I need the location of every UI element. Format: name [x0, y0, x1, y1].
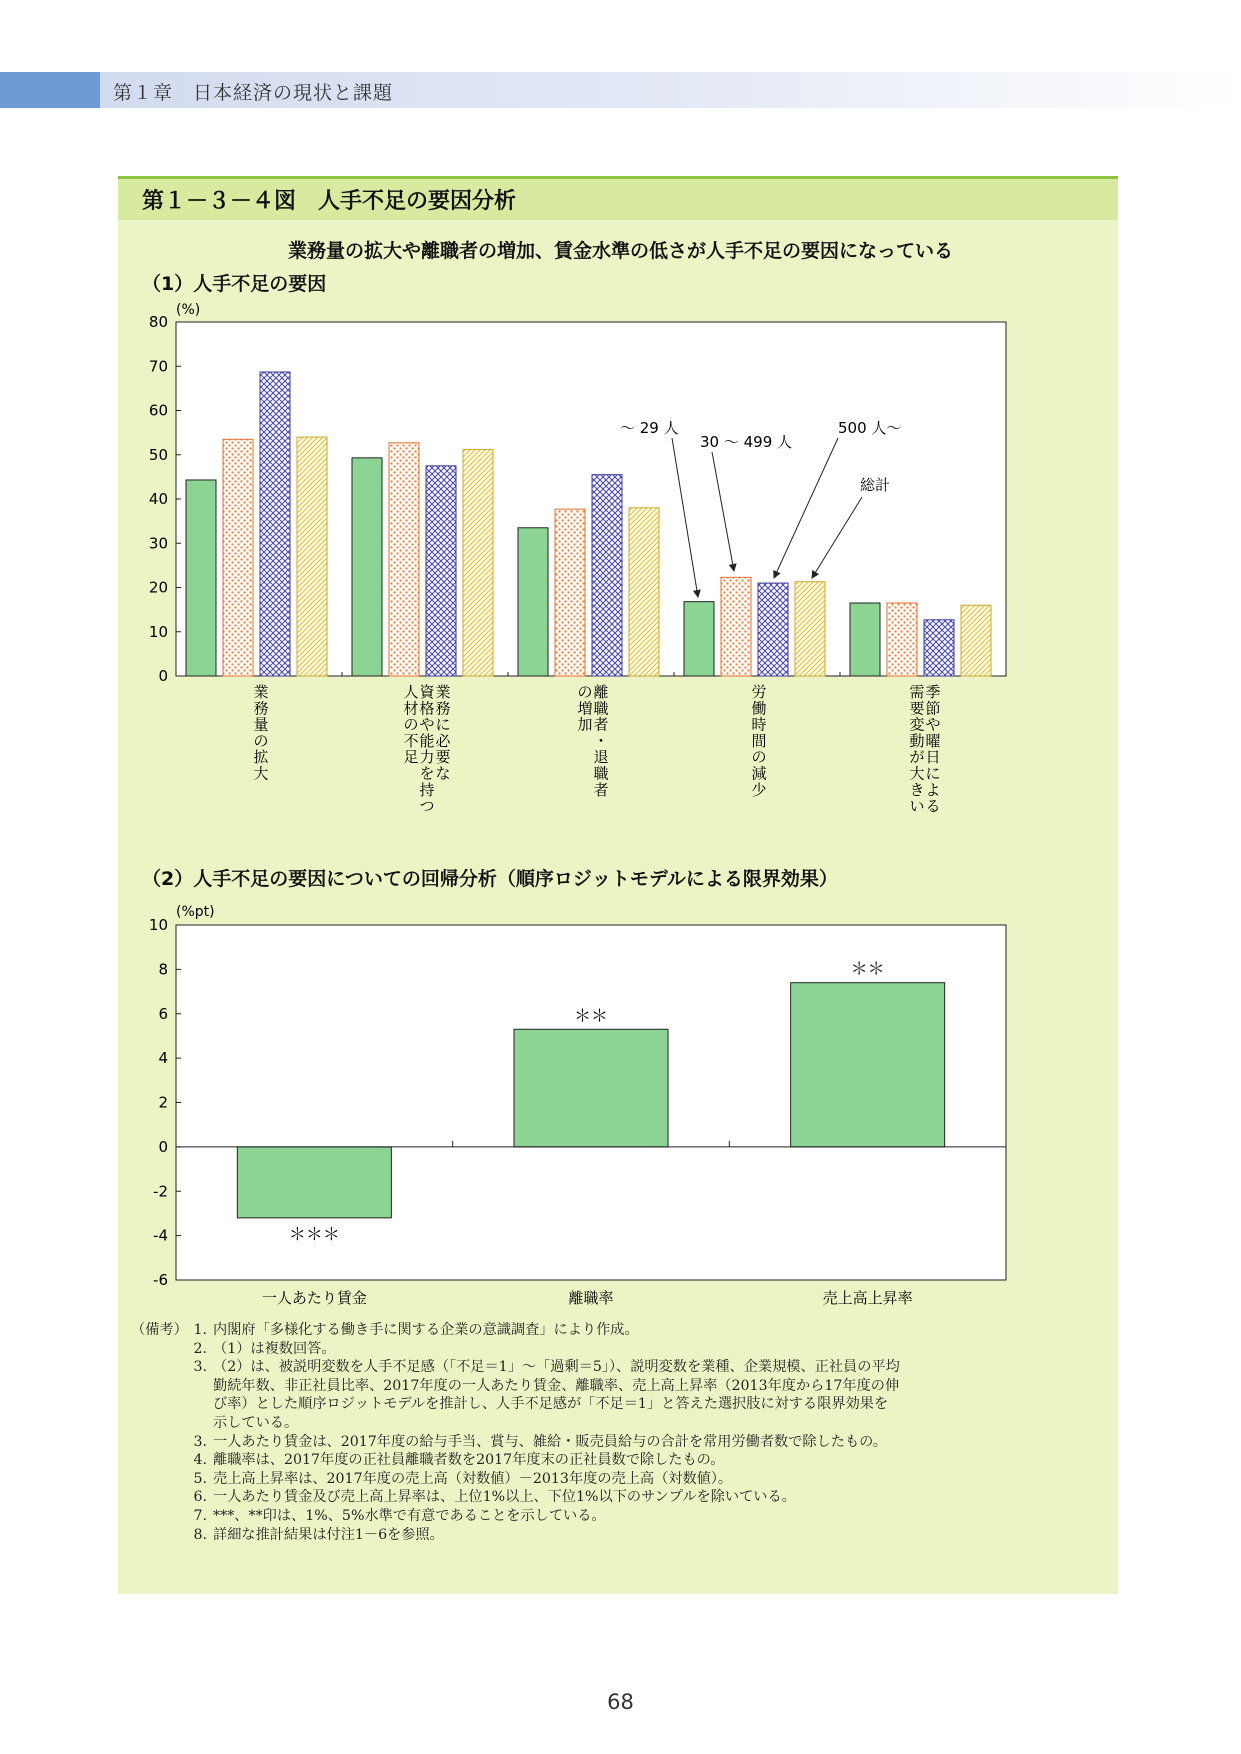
chart1-category-label-char: 材: [403, 699, 419, 718]
chart1-category-label-char: 足: [403, 748, 419, 767]
chart1-category-label-char: い: [909, 797, 925, 816]
note-line: [131, 1414, 1096, 1433]
annotation-500: 500 人～: [838, 419, 902, 437]
chart1-y-tick-label: 70: [148, 357, 168, 376]
note-line: [131, 1470, 1096, 1489]
chart1-category-label-char: 務: [435, 699, 451, 718]
chart1-bar: [629, 508, 659, 676]
note-line: [131, 1488, 1096, 1507]
note-number: 5.: [193, 1470, 207, 1487]
chart2-category-label: 一人あたり賃金: [261, 1289, 367, 1307]
chart1-bar: [426, 466, 456, 676]
page-number: 68: [607, 1690, 634, 1714]
chart1-bar: [758, 583, 788, 676]
chart2-significance-mark: ＊＊＊: [288, 1224, 340, 1245]
chart1-category-label-char: に: [435, 715, 451, 734]
chart1-category-label-char: の: [577, 683, 593, 701]
chart1-bar: [887, 603, 917, 676]
chart2-y-tick-label: 10: [148, 916, 168, 934]
note-prefix: [131, 1414, 187, 1433]
note-line: [131, 1526, 1096, 1545]
chart1-category-label-char: 格: [419, 699, 435, 718]
chart1-section-title: （1）人手不足の要因: [142, 273, 327, 295]
chart1-category-label-char: 時: [751, 715, 767, 734]
note-line: [131, 1433, 1096, 1452]
note-prefix: [131, 1358, 187, 1377]
note-line: [131, 1377, 1096, 1396]
chart1-category-label-char: 減: [751, 764, 767, 783]
note-line: [131, 1395, 1096, 1414]
chart2-bar: [514, 1029, 668, 1147]
chart1-category-label-char: な: [435, 764, 451, 783]
chart1-category-label-char: 力: [419, 748, 435, 767]
chart1-bar: [297, 437, 327, 676]
chart2-y-tick-label: -2: [153, 1182, 168, 1201]
chart1-category-label-char: 拡: [253, 748, 269, 767]
chart2-section-title: （2）人手不足の要因についての回帰分析（順序ロジットモデルによる限界効果）: [142, 868, 838, 890]
chart1-category-label-char: る: [925, 797, 941, 816]
note-line: [131, 1321, 1096, 1340]
note-text: ***、**印は、1%、5%水準で有意であることを示している。: [213, 1507, 606, 1524]
chart1-category-label-char: 大: [909, 764, 925, 783]
chart1-y-tick-label: 50: [148, 445, 168, 464]
chart2-svg: [0, 880, 1241, 1310]
note-prefix: [131, 1488, 187, 1507]
note-text: 売上高上昇率は、2017年度の売上高（対数値）－2013年度の売上高（対数値）。: [213, 1470, 733, 1487]
note-prefix: [131, 1451, 187, 1470]
note-number: 3.: [193, 1433, 207, 1450]
chart1-bar: [850, 603, 880, 676]
note-text: 示している。: [213, 1414, 299, 1431]
chart1-category-label-char: 量: [253, 715, 269, 734]
chart1-bar: [795, 582, 825, 676]
chart1-category-label-char: 要: [909, 699, 925, 718]
chart1-bar: [260, 372, 290, 676]
chart1-category-label-char: 資: [419, 683, 435, 701]
chart1-category-label-char: 要: [435, 748, 451, 767]
chart1-y-tick-label: 40: [148, 490, 168, 508]
annotation-total: 総計: [860, 476, 891, 494]
annotation-30-499: 30 ～ 499 人: [700, 433, 793, 451]
chart1-category-label-char: 業: [435, 683, 451, 701]
chart1-category-label-char: の: [253, 731, 269, 750]
chart1-category-label-char: 不: [403, 731, 419, 750]
note-number: 2.: [193, 1340, 207, 1357]
note-text: 一人あたり賃金及び売上高上昇率は、上位1%以上、下位1%以下のサンプルを除いている。: [213, 1489, 796, 1506]
chart1-category-label-char: き: [909, 780, 925, 799]
chart1-category-label-char: 間: [751, 731, 767, 750]
note-text: 詳細な推計結果は付注1－6を参照。: [213, 1526, 444, 1543]
chart1-category-label-char: 増: [577, 699, 593, 718]
chart1-category-label-char: 大: [253, 764, 269, 783]
chart1-category-label-char: や: [925, 715, 941, 734]
notes: [131, 1321, 1096, 1544]
chart1-category-label-char: 必: [435, 731, 451, 750]
chart1-category-label-char: 能: [419, 731, 435, 750]
chart1-category-label-char: を: [419, 764, 435, 783]
note-prefix: [131, 1395, 187, 1414]
chart1-bar: [352, 458, 382, 676]
chart1-category-label-char: 離: [593, 683, 609, 701]
chart2-unit-label: (%pt): [176, 904, 215, 920]
note-prefix: [131, 1507, 187, 1526]
chart2-y-tick-label: 0: [158, 1137, 168, 1156]
note-prefix: [131, 1433, 187, 1452]
chart1-y-tick-label: 60: [148, 401, 168, 420]
note-prefix: [131, 1340, 187, 1359]
note-text: 勤続年数、非正社員比率、2017年度の一人あたり賃金、離職率、売上高上昇率（2013年度から17年度の伸: [213, 1377, 900, 1394]
chart1-category-label-char: の: [751, 748, 767, 767]
chart1-category-label-char: 動: [909, 731, 925, 750]
chart1-svg: [0, 0, 1241, 860]
chart1-category-label-char: 退: [593, 748, 609, 767]
note-text: （1）は複数回答。: [213, 1340, 336, 1357]
chapter-title: 第１章 日本経済の現状と課題: [113, 82, 394, 104]
chart2-y-tick-label: 8: [158, 960, 168, 979]
chart2-bar: [791, 983, 945, 1147]
chart1-category-label-char: 業: [253, 683, 269, 701]
chart1-bar: [223, 439, 253, 676]
chart1-category-label-char: 季: [925, 683, 941, 701]
figure-title: 第１－３－４図 人手不足の要因分析: [142, 189, 517, 214]
chart1-bar: [592, 475, 622, 676]
chart1-bar: [463, 449, 493, 676]
figure-subtitle: 業務量の拡大や離職者の増加、賃金水準の低さが人手不足の要因になっている: [287, 240, 953, 262]
chart1-category-label-char: 曜: [925, 731, 941, 750]
note-number: 1.: [193, 1322, 207, 1338]
chart1-category-label-char: や: [419, 715, 435, 734]
chart1-bar: [389, 443, 419, 676]
chart1-category-label-char: 務: [253, 699, 269, 718]
chart1-bar: [555, 509, 585, 676]
chart1-category-label-char: 需: [909, 683, 925, 701]
note-line: [131, 1340, 1096, 1359]
chart1-bar: [186, 480, 216, 676]
chart2-category-label: 売上高上昇率: [822, 1289, 913, 1307]
chart1-bar: [518, 528, 548, 676]
chart2-y-tick-label: 4: [158, 1049, 168, 1068]
chart1-category-label-char: 職: [593, 764, 609, 783]
chart1-category-label-char: 変: [909, 715, 925, 734]
chart2-significance-mark: ＊＊: [574, 1006, 608, 1027]
note-prefix: [131, 1526, 187, 1545]
chart1-category-label-char: 日: [925, 748, 941, 767]
chart1-category-label-char: 者: [593, 715, 609, 734]
note-number: 6.: [193, 1489, 207, 1506]
note-line: [131, 1507, 1096, 1526]
note-prefix: [131, 1470, 187, 1489]
note-text: 内閣府「多様化する働き手に関する企業の意識調査」により作成。: [213, 1322, 639, 1338]
chart2-y-tick-label: 2: [158, 1093, 168, 1112]
chart1-bar: [721, 577, 751, 676]
note-number: 4.: [193, 1452, 207, 1469]
chart2-y-tick-label: -4: [153, 1226, 168, 1245]
chart1-category-label-char: 労: [751, 683, 767, 701]
chart1-category-label-char: 者: [593, 780, 609, 799]
chart1-category-label-char: よ: [925, 780, 941, 799]
note-prefix: [131, 1377, 187, 1396]
chart2-y-tick-label: -6: [153, 1271, 168, 1289]
note-text: （2）は、被説明変数を人手不足感（「不足＝1」～「過剰＝5」）、説明変数を業種、企業規模、正社員の平均: [213, 1359, 900, 1376]
note-number: [187, 1377, 213, 1396]
chart2-significance-mark: ＊＊: [850, 959, 885, 980]
chart1-bar: [961, 605, 991, 676]
chart1-category-label-char: ・: [593, 731, 609, 750]
chart1-category-label-char: 持: [419, 780, 435, 799]
chart1-y-tick-label: 20: [148, 578, 168, 597]
note-number: 3.: [193, 1359, 207, 1376]
chart1-y-tick-label: 10: [148, 622, 168, 641]
chart1-bar: [684, 602, 714, 676]
note-line: [131, 1451, 1096, 1470]
chart1-category-label-char: に: [925, 764, 941, 783]
chart1-category-label-char: 職: [593, 699, 609, 718]
note-number: 7.: [193, 1507, 207, 1524]
note-text: 一人あたり賃金は、2017年度の給与手当、賞与、雑給・販売員給与の合計を常用労働者数で除したもの。: [213, 1433, 887, 1450]
chart2-bar: [237, 1147, 391, 1218]
note-prefix: （備考）: [131, 1322, 188, 1338]
note-text: 離職率は、2017年度の正社員離職者数を2017年度末の正社員数で除したもの。: [213, 1452, 725, 1469]
chart1-y-tick-label: 0: [158, 667, 168, 685]
chart2-y-tick-label: 6: [158, 1004, 168, 1023]
chart1-category-label-char: が: [909, 748, 925, 767]
note-number: [187, 1395, 213, 1414]
chart1-category-label-char: 働: [751, 699, 767, 718]
chart1-category-label-char: 人: [403, 683, 419, 701]
note-number: 8.: [193, 1526, 207, 1543]
chart2-category-label: 離職率: [568, 1289, 614, 1307]
chart1-category-label-char: の: [403, 715, 419, 734]
chart1-category-label-char: つ: [419, 797, 435, 816]
chart1-bar: [924, 620, 954, 676]
chart1-category-label-char: 少: [751, 780, 767, 799]
annotation-29: ～ 29 人: [620, 419, 679, 437]
note-line: [131, 1358, 1096, 1377]
chart1-unit-label: (%): [176, 302, 201, 318]
chart1-category-label-char: 節: [925, 699, 941, 718]
chart1-category-label-char: 加: [577, 715, 593, 734]
note-number: [187, 1414, 213, 1433]
note-text: び率）とした順序ロジットモデルを推計し、人手不足感が「不足＝1」と答えた選択肢に対する限界効果を: [213, 1396, 889, 1413]
chart1-y-tick-label: 80: [148, 313, 168, 331]
chart1-y-tick-label: 30: [148, 534, 168, 553]
